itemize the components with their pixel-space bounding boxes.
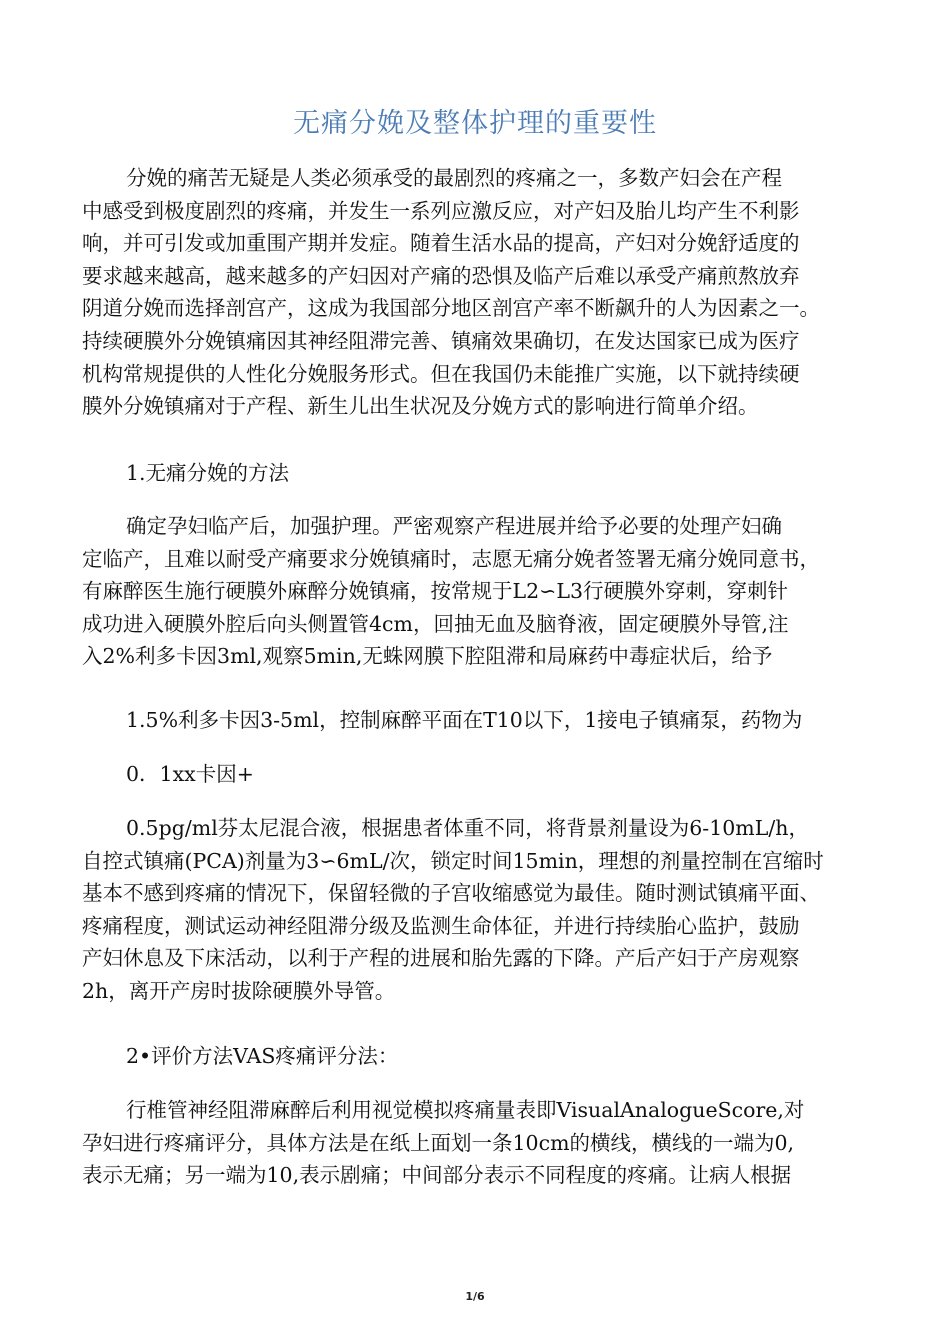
paragraph-method <box>82 510 882 673</box>
text-line: 1.5%利多卡因3-5ml，控制麻醉平面在T10以下，1接电子镇痛泵，药物为 <box>126 708 803 732</box>
text-line: 产妇休息及下床活动，以利于产程的进展和胎先露的下降。产后产妇于产房观察 <box>82 946 800 971</box>
paragraph-vas <box>82 1094 882 1192</box>
text-line: 要求越来越高，越来越多的产妇因对产痛的恐惧及临产后难以承受产痛煎熬放弃 <box>82 263 800 288</box>
text-line: 入2%利多卡因3ml,观察5min,无蛛网膜下腔阻滞和局麻药中毒症状后，给予 <box>82 644 773 669</box>
text-line: 阴道分娩而选择剖宫产，这成为我国部分地区剖宫产率不断飙升的人为因素之一。 <box>82 296 820 321</box>
text-line: 成功进入硬膜外腔后向头侧置管4cm，回抽无血及脑脊液，固定硬膜外导管,注 <box>82 611 789 636</box>
text-line: 机构常规提供的人性化分娩服务形式。但在我国仍未能推广实施，以下就持续硬 <box>82 361 800 386</box>
paragraph-mixture <box>82 812 882 1008</box>
text-line: 表示无痛；另一端为10,表示剧痛；中间部分表示不同程度的疼痛。让病人根据 <box>82 1163 792 1188</box>
text-line: 0.5pg/ml芬太尼混合液，根据患者体重不同，将背景剂量设为6-10mL/h， <box>126 816 809 840</box>
paragraph-drug <box>82 758 882 791</box>
page-number: 1/6 <box>465 1290 485 1303</box>
text-line: 中感受到极度剧烈的疼痛，并发生一系列应激反应，对产妇及胎儿均产生不利影 <box>82 198 800 223</box>
text-line: 基本不感到疼痛的情况下，保留轻微的子宫收缩感觉为最佳。随时测试镇痛平面、 <box>82 881 820 906</box>
text-line: 行椎管神经阻滞麻醉后利用视觉模拟疼痛量表即VisualAnalogueScore,对 <box>126 1098 805 1122</box>
section-heading-evaluation <box>82 1040 882 1073</box>
text-line: 有麻醉医生施行硬膜外麻醉分娩镇痛，按常规于L2∽L3行硬膜外穿刺，穿刺针 <box>82 579 788 604</box>
text-line: 疼痛程度，测试运动神经阻滞分级及监测生命体征，并进行持续胎心监护，鼓励 <box>82 913 800 938</box>
paragraph-intro <box>82 162 882 423</box>
paragraph-dose <box>82 704 882 737</box>
document-title: 无痛分娩及整体护理的重要性 <box>293 108 657 139</box>
heading-text: 1.无痛分娩的方法 <box>126 461 290 485</box>
text-line: 确定孕妇临产后，加强护理。严密观察产程进展并给予必要的处理产妇确 <box>126 514 782 538</box>
section-heading-method <box>82 457 882 490</box>
heading-text: 2•评价方法VAS疼痛评分法： <box>126 1044 399 1068</box>
text-line: 0．1xx卡因+ <box>126 762 254 786</box>
text-line: 膜外分娩镇痛对于产程、新生儿出生状况及分娩方式的影响进行简单介绍。 <box>82 394 759 419</box>
text-line: 2h，离开产房时拔除硬膜外导管。 <box>82 978 396 1003</box>
text-line: 定临产，且难以耐受产痛要求分娩镇痛时，志愿无痛分娩者签署无痛分娩同意书， <box>82 546 820 571</box>
text-line: 持续硬膜外分娩镇痛因其神经阻滞完善、镇痛效果确切，在发达国家已成为医疗 <box>82 328 800 353</box>
text-line: 自控式镇痛(PCA)剂量为3∽6mL/次，锁定时间15min，理想的剂量控制在宫缩时 <box>82 848 824 873</box>
text-line: 孕妇进行疼痛评分，具体方法是在纸上面划一条10cm的横线，横线的一端为0, <box>82 1130 795 1155</box>
text-line: 分娩的痛苦无疑是人类必须承受的最剧烈的疼痛之一，多数产妇会在产程 <box>126 166 782 190</box>
text-line: 响，并可引发或加重围产期并发症。随着生活水品的提高，产妇对分娩舒适度的 <box>82 231 800 256</box>
